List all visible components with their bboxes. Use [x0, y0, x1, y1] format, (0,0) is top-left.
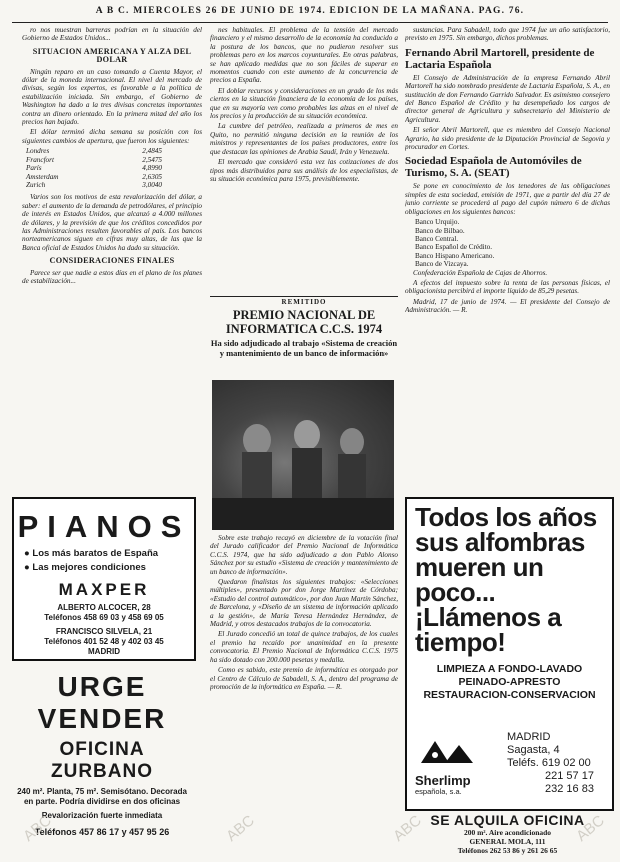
- pianos-address-2: FRANCISCO SILVELA, 21: [55, 627, 153, 636]
- col3-paragraph-4: Confederación Española de Cajas de Ahorros.: [413, 268, 548, 277]
- sherlimp-logo: [415, 735, 487, 796]
- urge-extra: Revalorización fuerte inmediata: [41, 811, 163, 820]
- exchange-row: Zurich 3,0040: [26, 180, 162, 189]
- sherlimp-logo-mark: [415, 735, 487, 769]
- pianos-phone-1: Teléfonos 458 69 03 y 458 69 05: [44, 613, 164, 622]
- alquila-title: SE ALQUILA OFICINA: [430, 812, 585, 828]
- seat-heading: Sociedad Española de Automóviles de Turismo, S. A. (SEAT): [405, 155, 582, 180]
- remitido-label: REMITIDO: [281, 298, 327, 306]
- bank-item: Banco Español de Crédito.: [415, 243, 493, 252]
- col2-paragraph-4: El mercado que consideró esta vez las cotizaciones de dos tipos más distribuidos para sus análisis de los especialistas, de su situación económica para 1975, previsiblemente.: [210, 158, 398, 183]
- watermark: ABC: [20, 812, 55, 845]
- col1-title: SITUACION AMERICANA Y ALZA DEL DOLAR: [32, 46, 192, 65]
- pianos-title: PIANOS: [17, 509, 191, 544]
- divider: [210, 296, 398, 297]
- watermark: ABC: [390, 812, 425, 845]
- column-2-bottom: [210, 534, 398, 844]
- alquila-phones: Teléfonos 262 53 86 y 261 26 65: [457, 846, 558, 855]
- col2-paragraph-6: Quedaron finalistas los siguientes trabajos: «Selecciones múltiples», presentado por don Jorge Martínez de Córdoba; «Estudio del control automático», por don Juan Martín Sánchez, de Barcelona, y «Diseño de un sistema de información aplicado a la gestión», de María Teresa Hernández Hernández, de Madrid, y otros destacados trabajos de la convocatoria.: [210, 578, 398, 629]
- exchange-row: París 4,8990: [26, 164, 162, 173]
- pianos-brand: MAXPER: [58, 580, 150, 599]
- column-3: [405, 26, 610, 494]
- col3-signature: Madrid, 17 de junio de 1974. — El presidente del Consejo de Administración. — R.: [405, 297, 610, 315]
- alfombras-headline: Todos los años sus alfombras mueren un poco... ¡Llámenos a tiempo!: [415, 502, 597, 657]
- premio-subtitle: Ha sido adjudicado al trabajo «Sistema de creación y mantenimiento de un banco de información»: [210, 338, 398, 358]
- award-photo: [212, 380, 394, 530]
- urge-phones: Teléfonos 457 86 17 y 457 95 26: [34, 827, 170, 837]
- logo-name: Sherlimp: [415, 773, 471, 788]
- page-header: A B C. MIERCOLES 26 DE JUNIO DE 1974. EDICION DE LA MAÑANA. PAG. 76.: [12, 6, 608, 23]
- exchange-row: Londres 2,4845: [26, 147, 162, 156]
- col3-paragraph-5: A efectos del impuesto sobre la renta de las personas físicas, el obligacionista percibirá el importe líquido de 85,29 pesetas.: [405, 278, 610, 296]
- bullet-icon: ●: [24, 548, 33, 559]
- col2-paragraph-1: nes habituales. El problema de la tensión del mercado financiero y el mismo desarrollo de la economía ha conducido a la postura de los bancos, que no pudieron resolver sus problemas pero en los marcos coyunturales. En otras palabras, se han aplicado medidas que no son fáciles de superar en momentos cuando con este aumento de la concurrencia de precios a España.: [210, 26, 398, 85]
- abril-heading: Fernando Abril Martorell, presidente de Lactaria Española: [405, 46, 595, 71]
- col1-paragraph-3: Varios son los motivos de esta revalorización del dólar, a saber: el aumento de la demanda de petrodólares, el principio de interés en Estados Unidos, que alcanzó a 4.000 millones de dólares, y la previsión de que los créditos concedidos por las Administraciones resulten favorables al país. Los bancos norteamericanos siguen en cifras muy altas, de las que la Banca oficial de Estados Unidos ha dado su situación.: [22, 193, 202, 252]
- bank-item: Banco Hispano Americano.: [415, 251, 495, 260]
- watermark: ABC: [573, 812, 608, 845]
- service-1: LIMPIEZA A FONDO-LAVADO: [436, 663, 583, 675]
- pianos-bullet-1: ● Los más baratos de España: [24, 548, 159, 559]
- pianos-address-1: ALBERTO ALCOCER, 28: [57, 603, 151, 612]
- col1-paragraph-1: Ningún reparo en un caso tomando a Cuenta Mayor, el dólar de la moneda internacional. El nivel del mercado de divisas, según los expertos, es favorable a la política de estabilización iniciada. Sin embargo, el Gobierno de Washington ha dado a la tres divisas concretas importantes contra un dinero orientado. En la primera mitad del año los precios han bajado.: [22, 67, 202, 127]
- exchange-row: Amsterdam 2,6305: [26, 172, 162, 181]
- col3-paragraph-3: Se pone en conocimiento de los tenedores de las obligaciones simples de esta sociedad, emisión de 1971, que a partir del día 27 de junio corriente se procederá al pago del cupón número 6 de dichas obligaciones en los siguientes bancos:: [405, 182, 610, 216]
- col1-paragraph-4: Parece ser que nadie a estos días en el plano de los planes de estabilización...: [22, 268, 202, 285]
- award-photo-image: [212, 380, 394, 530]
- bullet-icon: ●: [24, 562, 33, 573]
- logo-sub: española, s.a.: [415, 787, 462, 796]
- bank-item: Banco de Vizcaya.: [415, 260, 469, 269]
- col3-paragraph-2: El señor Abril Martorell, que es miembro del Consejo Nacional Agrario, ha sido presidente de la Diputación Provincial de Segovia y procurador en Cortes.: [405, 126, 610, 152]
- col2-paragraph-8: Como es sabido, este premio de informática es otorgado por el Centro de Cálculo de Sabadell, S. A., dentro del programa de promoción de la informática en España. — R.: [210, 666, 398, 691]
- watermark: ABC: [223, 812, 258, 845]
- urge-subtitle: OFICINA ZURBANO: [51, 739, 153, 782]
- alfombras-address: MADRID Sagasta, 4 Teléfs. 619 02 00 221 57 17 232 16 83: [507, 731, 594, 795]
- alfombras-ad: [405, 497, 614, 811]
- pianos-ad: [12, 497, 196, 661]
- col1-lead: ro nos muestran barreras podrían en la situación del Gobierno de Estados Unidos...: [22, 26, 202, 43]
- column-2-top: [210, 26, 398, 294]
- col3-lead: sustancias. Para Sabadell, todo que 1974 fue un año satisfactorio, previsto en 1975. Sin embargo, dichos problemas.: [405, 26, 610, 43]
- alquila-description: 200 m². Aire acondicionado: [463, 828, 552, 837]
- service-2: PEINADO-APRESTO: [458, 676, 561, 688]
- col2-paragraph-7: El Jurado concedió un total de quince trabajos, de los cuales el premio ha recaído por unanimidad en la presente convocatoria. El Premio Nacional de Informática C.C.S. 1975 ha sido dotado con 200.000 pesetas y medalla.: [210, 630, 398, 664]
- col2-paragraph-3: La cumbre del petróleo, realizada a primeros de mes en Quito, no permitió ninguna decisión en la reunión de los ministros y representantes de los países productores, entre los que destacan las opiniones de Arabia Saudí, Irán y Venezuela.: [210, 122, 398, 156]
- col1-subtitle: CONSIDERACIONES FINALES: [49, 256, 175, 266]
- premio-block: [210, 298, 398, 358]
- exchange-row: Francfort 2,5475: [26, 155, 162, 164]
- col2-paragraph-2: El doblar recursos y consideraciones en un grado de los más ciertos en la situación financiera de la economía de los países, que en su mayoría ven como probables las alzas en el nivel de los precios y la producción de su situación económica.: [210, 86, 398, 121]
- exchange-table: [26, 147, 202, 189]
- service-3: RESTAURACION-CONSERVACION: [423, 689, 596, 701]
- pianos-bullet-2: ● Las mejores condiciones: [24, 562, 146, 573]
- bank-item: Banco de Bilbao.: [415, 226, 465, 235]
- bank-item: Banco Urquijo.: [415, 218, 460, 227]
- pianos-city: MADRID: [88, 647, 120, 656]
- bank-list: [415, 218, 610, 268]
- pianos-phone-2: Teléfonos 401 52 48 y 402 03 45: [44, 637, 164, 646]
- col1-paragraph-2: El dólar terminó dicha semana su posición con los siguientes cambios de apertura, que fueron los siguientes:: [22, 128, 202, 145]
- urge-title: URGE VENDER: [37, 671, 167, 734]
- bank-item: Banco Central.: [415, 234, 459, 243]
- col3-paragraph-1: El Consejo de Administración de la empresa Fernando Abril Martorell ha sido nombrado presidente de Lactaria Española, S. A., en sustitución de don Fernando Garrido Salvador. Es asimismo consejero del Banco Español de Crédito y ha desempeñado los cargos de director general de Agricultura y subsecretario del Ministerio de Agricultura.: [405, 73, 610, 124]
- premio-title: PREMIO NACIONAL DE INFORMATICA C.C.S. 1974: [225, 308, 383, 336]
- alquila-address: GENERAL MOLA, 111: [469, 837, 546, 846]
- col2-paragraph-5: Sobre este trabajo recayó en diciembre de la votación final del Jurado calificador del Premio Nacional de Informática C.C.S. 1974, que ha sido adjudicado a don Pablo Alonso Sánchez por su estudio «Sistema de creación y mantenimiento de un banco de información».: [210, 534, 398, 576]
- urge-description: 240 m². Planta, 75 m². Semisótano. Decorada en parte. Podría dividirse en dos oficinas: [17, 787, 187, 806]
